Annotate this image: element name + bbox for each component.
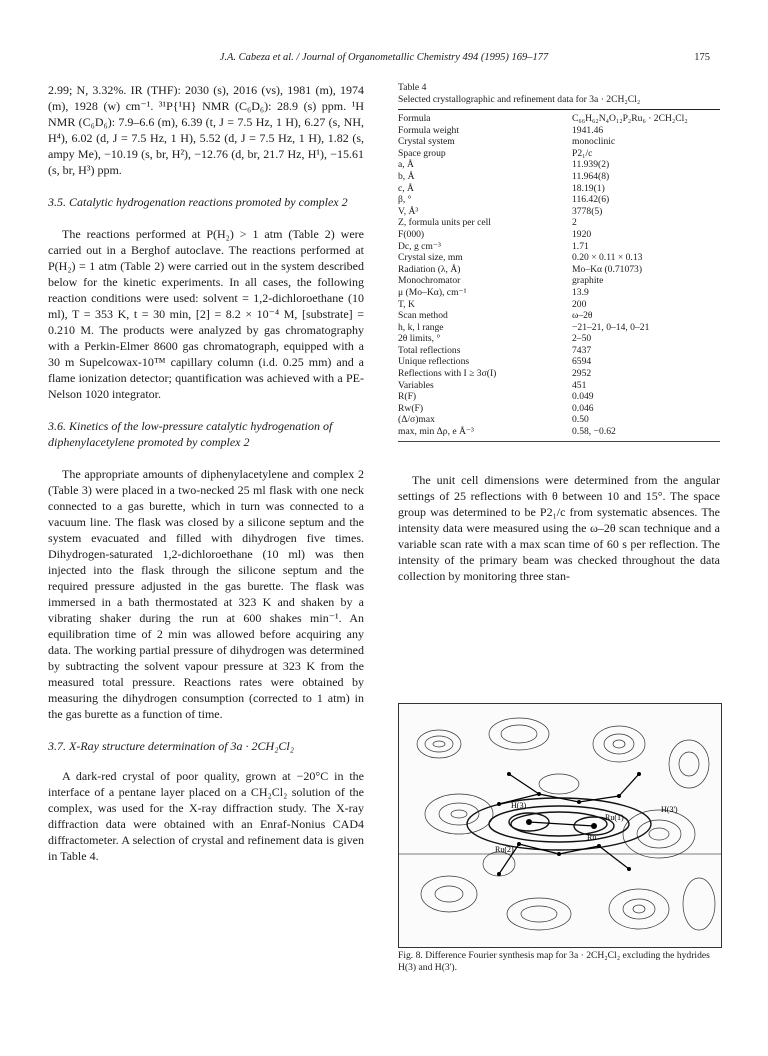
difference-fourier-map xyxy=(398,703,722,948)
parameter-value: 18.19(1) xyxy=(572,182,605,194)
table-row xyxy=(398,322,720,334)
parameter-value: 0.046 xyxy=(572,402,594,414)
table-row xyxy=(398,206,720,218)
parameter-name: Unique reflections xyxy=(398,356,470,368)
parameter-name: Space group xyxy=(398,147,446,159)
parameter-name: 2θ limits, ° xyxy=(398,333,441,345)
parameter-value: 3778(5) xyxy=(572,205,603,217)
parameter-value: 1920 xyxy=(572,228,592,240)
table-row xyxy=(398,426,720,438)
table-row xyxy=(398,275,720,287)
table-row xyxy=(398,391,720,403)
crystallographic-table xyxy=(398,113,720,438)
section-heading-3-7: 3.7. X-Ray structure determination of 3a · 2CH₂Cl₂ xyxy=(48,739,294,753)
atom-label-h3-prime: H(3') xyxy=(661,805,678,814)
table-row xyxy=(398,183,720,195)
parameter-value: graphite xyxy=(572,275,604,287)
parameter-value: 0.20 × 0.11 × 0.13 xyxy=(572,252,643,264)
parameter-name: Radiation (λ, Å) xyxy=(398,263,461,275)
parameter-name: c, Å xyxy=(398,182,414,194)
parameter-name: β, ° xyxy=(398,194,412,206)
left-column xyxy=(48,82,364,864)
paragraph-hydrogenation: The reactions performed at P(H₂) > 1 atm (Table 2) were carried out in a Berghof autoclave. The reactions performed at P(H₂) = 1 atm (Table 2) were carried out in the system described below for the kinetic experiments. In all cases, the following reaction conditions were used: solvent = 1,2-dichloroethane (10 ml), T = 353 K, t = 30 min, [2] = 8.2 × 10⁻⁴ M, [substrate] = 0.210 M. The products were analyzed by gas chromatography with a Perkin-Elmer 8600 gas chromatograph, equipped with a 30 m Supelcowax-10™ capillary column (i.d. 0.25 mm) and a flame ionization detector; quantification was achieved with a PE-Nelson 1020 integrator. xyxy=(48,227,364,401)
parameter-value: 0.50 xyxy=(572,414,589,426)
atom-label-ru: Ru xyxy=(587,833,597,842)
paragraph-characterization: 2.99; N, 3.32%. IR (THF): 2030 (s), 2016 (vs), 1981 (m), 1974 (m), 1928 (w) cm⁻¹. ³¹P{¹H} NMR (C₆D₆): 28.9 (s) ppm. ¹H NMR (C₆D₆): 7.9–6.6 (m), 6.39 (t, J = 7.5 Hz, 1 H), 6.27 (s, NH, H⁴), 6.02 (d, J = 7.5 Hz, 1 H), 5.52 (d, J = 7.5 Hz, 1 H), 1.82 (s, ampy Me), −10.19 (s, br, H²), −12.76 (d, br, 21.7 Hz, H¹), −15.61 (s, br, H³) ppm. xyxy=(48,83,364,177)
table-row xyxy=(398,217,720,229)
parameter-value: Mo–Kα (0.71073) xyxy=(572,263,643,275)
table-row xyxy=(398,229,720,241)
journal-citation: J.A. Cabeza et al. / Journal of Organometallic Chemistry 494 (1995) 169–177 xyxy=(219,52,549,63)
parameter-name: Crystal system xyxy=(398,136,455,148)
parameter-name: a, Å xyxy=(398,159,414,171)
parameter-name: Monochromator xyxy=(398,275,461,287)
table-row xyxy=(398,310,720,322)
atom-label-ru1: Ru(1) xyxy=(605,813,624,822)
figure-caption: Fig. 8. Difference Fourier synthesis map for 3a · 2CH₂Cl₂ excluding the hydrides H(3) and H(3'). xyxy=(398,950,710,973)
parameter-value: 2 xyxy=(572,217,577,229)
table-row xyxy=(398,171,720,183)
parameter-value: 0.58, −0.62 xyxy=(572,426,616,438)
table-row xyxy=(398,125,720,137)
parameter-value: 1941.46 xyxy=(572,124,604,136)
parameter-value: 13.9 xyxy=(572,286,589,298)
parameter-value: monoclinic xyxy=(572,136,616,148)
parameter-value: 451 xyxy=(572,379,587,391)
contour-map-graphic xyxy=(399,704,721,947)
parameter-name: h, k, l range xyxy=(398,321,444,333)
parameter-value: 2–50 xyxy=(572,333,592,345)
parameter-value: 11.964(8) xyxy=(572,170,610,182)
table-row xyxy=(398,241,720,253)
table-row xyxy=(398,403,720,415)
parameter-name: Total reflections xyxy=(398,344,461,356)
parameter-value: 2952 xyxy=(572,368,592,380)
table-row xyxy=(398,333,720,345)
section-heading-3-6: 3.6. Kinetics of the low-pressure catalytic hydrogenation of diphenylacetylene promoted by complex 2 xyxy=(48,419,333,449)
table-row xyxy=(398,287,720,299)
table-row xyxy=(398,264,720,276)
running-header xyxy=(48,52,720,68)
parameter-name: Variables xyxy=(398,379,434,391)
parameter-value: P2₁/c xyxy=(572,147,593,159)
table-row xyxy=(398,136,720,148)
table-label: Table 4 xyxy=(398,82,427,93)
parameter-name: b, Å xyxy=(398,170,415,182)
table-top-rule xyxy=(398,109,720,110)
parameter-name: Formula weight xyxy=(398,124,460,136)
parameter-value: 200 xyxy=(572,298,587,310)
parameter-name: Dc, g cm⁻³ xyxy=(398,240,441,252)
parameter-name: Formula xyxy=(398,113,431,124)
table-row xyxy=(398,113,720,125)
parameter-value: 116.42(6) xyxy=(572,194,610,206)
parameter-value: 6594 xyxy=(572,356,592,368)
parameter-name: T, K xyxy=(398,298,415,310)
parameter-name: μ (Mo–Kα), cm⁻¹ xyxy=(398,286,467,298)
page-number: 175 xyxy=(694,52,710,63)
parameter-value: 7437 xyxy=(572,344,592,356)
section-heading-3-5: 3.5. Catalytic hydrogenation reactions promoted by complex 2 xyxy=(48,195,348,209)
parameter-value: 1.71 xyxy=(572,240,589,252)
parameter-value: −21–21, 0–14, 0–21 xyxy=(572,321,650,333)
table-row xyxy=(398,380,720,392)
paragraph-unit-cell: The unit cell dimensions were determined from the angular settings of 25 reflections with θ between 10 and 15°. The space group was determined to be P2₁/c from systematic absences. The intensity data were measured using the ω–2θ scan technique and a variable scan rate with a max scan time of 60 s per reflection. The intensity of the primary beam was checked throughout the data collection by monitoring three stan- xyxy=(398,472,720,583)
parameter-value: ω–2θ xyxy=(572,310,593,322)
table-row xyxy=(398,194,720,206)
parameter-name: Scan method xyxy=(398,310,448,322)
parameter-name: Reflections with I ≥ 3σ(I) xyxy=(398,368,497,380)
parameter-name: R(F) xyxy=(398,391,417,403)
table-row xyxy=(398,148,720,160)
atom-label-h3: H(3) xyxy=(511,801,527,810)
table-row xyxy=(398,368,720,380)
table-row xyxy=(398,299,720,311)
paragraph-xray: A dark-red crystal of poor quality, grown at −20°C in the interface of a pentane layer placed on a CH₂Cl₂ solution of the complex, was used for the X-ray diffraction study. The X-ray diffraction data were obtained with an Enraf-Nonius CAD4 diffractometer. A selection of crystal and refinement data is given in Table 4. xyxy=(48,769,364,863)
table-row xyxy=(398,356,720,368)
parameter-name: Z, formula units per cell xyxy=(398,217,491,229)
atom-label-ru2: Ru(2) xyxy=(495,845,514,854)
right-column xyxy=(398,82,720,584)
parameter-value: C₆₆H₆₂N₄O₁₂P₂Ru₆ · 2CH₂Cl₂ xyxy=(572,113,688,124)
table-row xyxy=(398,159,720,171)
table-title: Selected crystallographic and refinement data for 3a · 2CH₂Cl₂ xyxy=(398,94,641,105)
table-row xyxy=(398,252,720,264)
parameter-name: max, min Δρ, e Å⁻³ xyxy=(398,426,474,438)
parameter-name: V, Å³ xyxy=(398,205,419,217)
paragraph-kinetics: The appropriate amounts of diphenylacetylene and complex 2 (Table 3) were placed in a two-necked 25 ml flask with one neck connected to a gas burette, which in turn was connected to a vacuum line. The flask was closed by a silicone septum and the system evacuated and filled with dihydrogen five times. Dihydrogen-saturated 1,2-dichloroethane (10 ml) was then injected into the flask through the silicone septum and the required pressure adjusted in the gas burette. The flask was immersed in a bath thermostated at 323 K and shaken by a vibrating shaker during the run at 600 shakes min⁻¹. An equilibration time of 2 min was allowed before acquiring any data. The working partial pressure of dihydrogen was determined by subtracting the solvent vapour pressure at 323 K from the measured total pressure. Reactions rates were obtained by measuring the dihydrogen consumption (corrected to 1 atm) in the gas burette as a function of time. xyxy=(48,467,364,721)
parameter-value: 0.049 xyxy=(572,391,594,403)
parameter-name: F(000) xyxy=(398,228,425,240)
table-row xyxy=(398,414,720,426)
parameter-name: Crystal size, mm xyxy=(398,252,463,264)
table-row xyxy=(398,345,720,357)
parameter-name: (Δ/σ)max xyxy=(398,414,435,426)
parameter-value: 11.939(2) xyxy=(572,159,610,171)
parameter-name: Rw(F) xyxy=(398,402,424,414)
